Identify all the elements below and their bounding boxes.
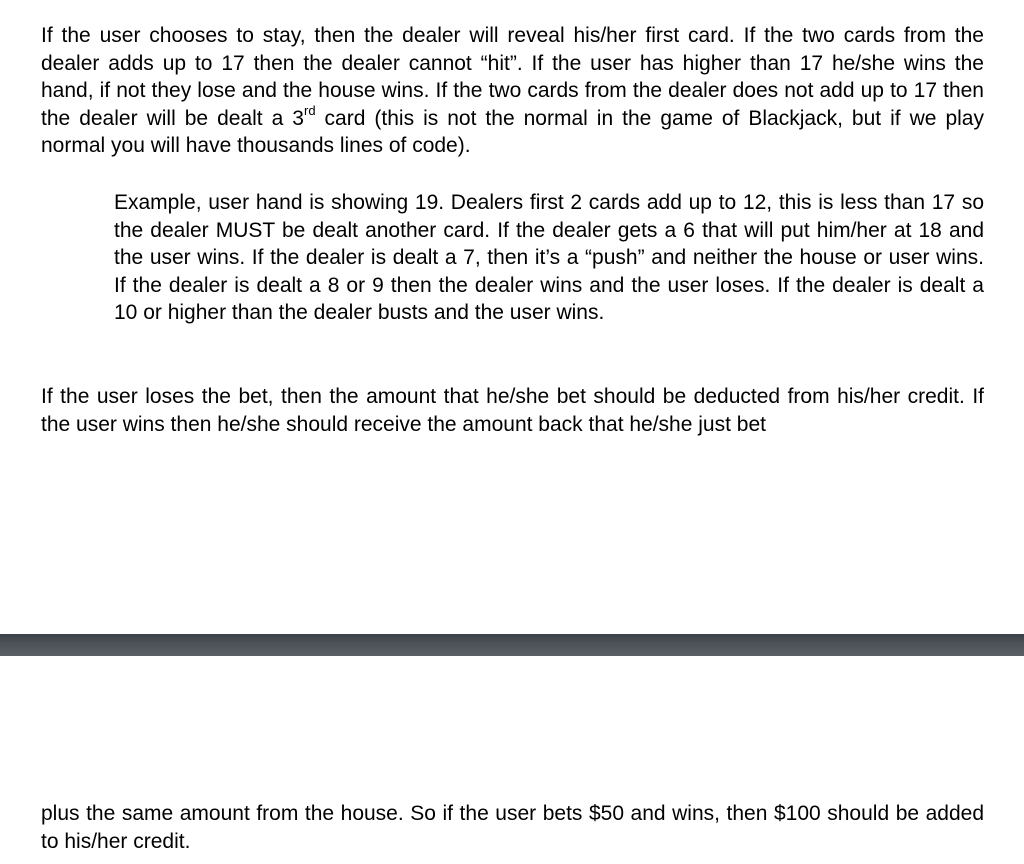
paragraph-dealer-rules-text-start: If the user chooses to stay, then the dealer will reveal his/her first card. If the two cards from the dealer adds up to 17 then the dealer cannot “hit”. If the user has higher than 17 he/she wins the hand, if not they lose and the house wins. If the two cards from the dealer does not add up to 17 then the dealer will be dealt a 3: [41, 24, 984, 130]
paragraph-bet-outcome: If the user loses the bet, then the amount that he/she bet should be deducted from his/her credit. If the user wins then he/she should receive the amount back that he/she just bet: [41, 385, 984, 436]
paragraph-dealer-rules: [41, 22, 984, 160]
paragraph-example: Example, user hand is showing 19. Dealers first 2 cards add up to 12, this is less than 17 so the dealer MUST be dealt another card. If the dealer gets a 6 that will put him/her at 18 and the user wins. If the dealer is dealt a 7, then it’s a “push” and neither the house or user wins. If the dealer is dealt a 8 or 9 then the dealer wins and the user loses. If the dealer is dealt a 10 or higher than the dealer busts and the user wins.: [114, 191, 984, 324]
page-break-divider: [0, 634, 1024, 656]
paragraph-dealer-rules-text-end: card (this is not the normal in the game of Blackjack, but if we play normal you will have thousands lines of code).: [41, 106, 984, 157]
paragraph-bet-payout: plus the same amount from the house. So if the user bets $50 and wins, then $100 should be added to his/her credit.: [41, 802, 984, 853]
ordinal-superscript: rd: [303, 102, 316, 118]
